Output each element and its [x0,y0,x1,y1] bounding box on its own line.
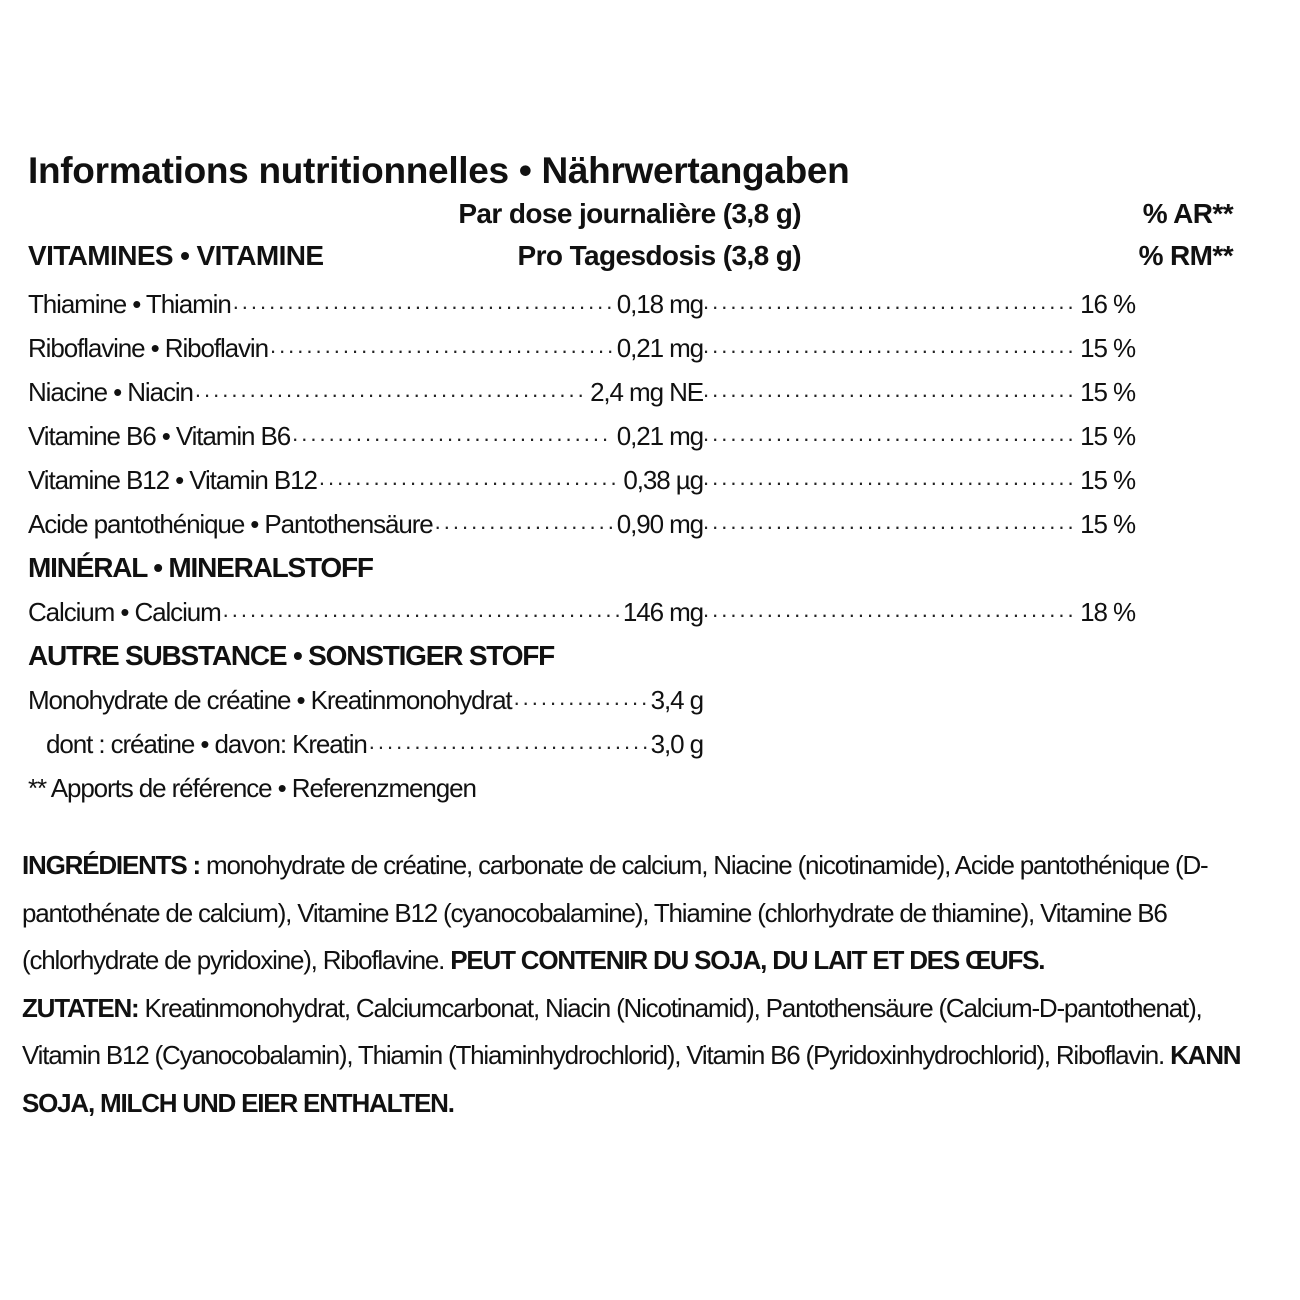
nutrient-row [28,370,1233,414]
header-row-de [28,240,1233,282]
nutrient-amount: 0,18 mg [616,288,703,319]
nutrient-amount: 3,4 g [650,684,703,715]
ingredients-fr [22,842,1282,985]
nutrient-percent: 15 % [1080,376,1135,407]
nutrient-amount: 0,38 µg [623,464,703,495]
other-section-header: AUTRE SUBSTANCE • SONSTIGER STOFF [28,640,555,671]
ingredients-fr-text: monohydrate de créatine, carbonate de calcium, Niacine (nicotinamide), Acide pantothénique (D-pantothénate de calcium), Vitamine B12 (cyanocobalamine), Thiamine (chlorhydrate de thiamine), Vitamine B6 (chlorhydrate de pyridoxine), Riboflavine. [22,850,1208,975]
nutrient-amount: 0,21 mg [616,332,703,363]
nutrient-amount: 0,90 mg [616,508,703,539]
nutrient-percent: 15 % [1080,420,1135,451]
ingredients-de [22,985,1282,1128]
label-title: Informations nutritionnelles • Nährwertangaben [28,150,850,191]
nutrient-row [28,458,1233,502]
ingredients-de-label: ZUTATEN: [22,992,139,1023]
nutrient-amount: 2,4 mg NE [590,376,703,407]
mineral-section-header: MINÉRAL • MINERALSTOFF [28,552,373,583]
nutrient-name: Monohydrate de créatine • Kreatinmonohydrat [28,684,512,715]
nutrient-name: Vitamine B12 • Vitamin B12 [28,464,317,495]
percent-header-de: % RM** [1138,240,1233,271]
ingredients-block [22,842,1282,1127]
nutrient-percent: 18 % [1080,596,1135,627]
nutrient-row [28,678,1233,722]
header-row-fr [28,198,1233,240]
nutrient-name: Vitamine B6 • Vitamin B6 [28,420,291,451]
nutrient-name: Calcium • Calcium [28,596,221,627]
nutrition-label [28,150,1233,810]
nutrient-row [28,282,1233,326]
vitamins-section-header: VITAMINES • VITAMINE [28,240,324,271]
nutrient-percent: 15 % [1080,508,1135,539]
ingredients-de-text: Kreatinmonohydrat, Calciumcarbonat, Niacin (Nicotinamid), Pantothensäure (Calcium-D-pantothenat), Vitamin B12 (Cyanocobalamin), Thiamin (Thiaminhydrochlorid), Vitamin B6 (Pyridoxinhydrochlorid), Riboflavin. [22,992,1202,1070]
nutrient-percent: 15 % [1080,332,1135,363]
nutrient-row [28,590,1233,634]
nutrient-percent: 16 % [1080,288,1135,319]
nutrient-amount: 146 mg [622,596,703,627]
percent-header-fr: % AR** [1142,198,1233,229]
allergen-warning-fr: PEUT CONTENIR DU SOJA, DU LAIT ET DES ŒUFS. [450,945,1045,975]
nutrient-row [28,502,1233,546]
amount-header-de: Pro Tagesdosis (3,8 g) [517,240,801,271]
ingredients-fr-label: INGRÉDIENTS : [22,850,200,880]
nutrient-name: Thiamine • Thiamin [28,288,231,319]
nutrient-amount: 0,21 mg [616,420,703,451]
footnote: ** Apports de référence • Referenzmengen [28,772,476,803]
nutrient-name: Acide pantothénique • Pantothensäure [28,508,433,539]
nutrient-percent: 15 % [1080,464,1135,495]
nutrient-row [28,722,1233,766]
nutrient-name: dont : créatine • davon: Kreatin [46,728,367,759]
nutrient-amount: 3,0 g [650,728,703,759]
amount-header-fr: Par dose journalière (3,8 g) [458,198,801,229]
nutrient-name: Riboflavine • Riboflavin [28,332,268,363]
nutrient-row [28,326,1233,370]
nutrient-row [28,414,1233,458]
nutrient-name: Niacine • Niacin [28,376,193,407]
allergen-warning-de: KANN SOJA, MILCH UND EIER ENTHALTEN. [22,1040,1241,1118]
